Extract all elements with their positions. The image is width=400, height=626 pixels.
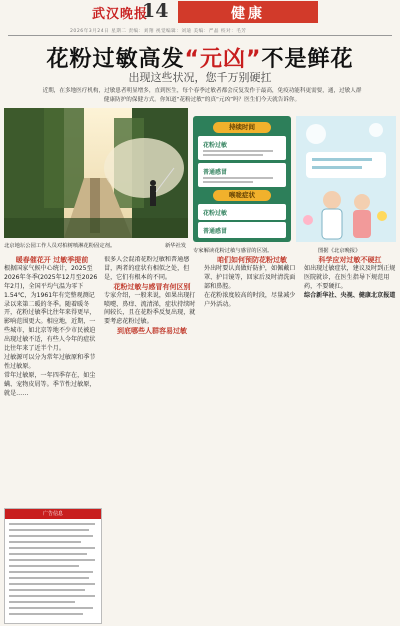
- info-card: [198, 204, 286, 220]
- ad-text-lines: [5, 519, 101, 623]
- text-line: [203, 181, 253, 183]
- paragraph: 外出时要认真做好防护，如佩戴口罩、护目镜等，回家后及时清洗面部和鼻腔。: [204, 264, 296, 290]
- news-photo: [4, 108, 188, 238]
- header-divider: [8, 35, 392, 36]
- section-heading: 咱们如何预防花粉过敏: [217, 256, 287, 264]
- poster-caption: 图据《北京晚报》: [318, 248, 361, 254]
- info-card-title: 花粉过敏: [203, 142, 228, 149]
- editor-line: 2026年3月24日 星期二 责编：刘翔 视觉编辑：刘迪 美编：严晶 校对：毛芳: [70, 29, 247, 34]
- article-column-2: [104, 256, 200, 622]
- paragraph: 专家介绍，一般来说，如果出现打喷嚏、鼻痒、流清涕，症状持续时间较长，且在花粉季反复出现，就要考虑花粉过敏。: [104, 291, 196, 326]
- paper-name: 武汉晚报: [92, 7, 149, 22]
- park-photo-illustration: [4, 108, 188, 238]
- duration-chip: 持续时间: [213, 122, 271, 133]
- text-line: [203, 154, 263, 156]
- info-graphic: [193, 116, 291, 242]
- paragraph: 常年过敏原，一年四季存在，如尘螨、宠物皮屑等。季节性过敏原，就是……: [4, 371, 96, 397]
- throat-chip: 喉咙症状: [213, 190, 271, 201]
- source-note: 综合新华社、央视、健康北京报道: [304, 291, 396, 299]
- section-heading: 科学应对过敏不硬扛: [318, 256, 382, 264]
- info-card: [198, 136, 286, 160]
- section-label: 健康: [231, 6, 265, 22]
- paragraph: 过敏源可以分为常年过敏原和季节性过敏原。: [4, 353, 96, 370]
- photo-caption: 北京地坛公园工作人员对柏树喷淋花粉固定剂。: [4, 243, 116, 249]
- paragraph: 很多人会混淆花粉过敏和普通感冒，两者的症状有相似之处，但是，它们有根本的不同。: [104, 256, 190, 281]
- page-number: 14: [142, 0, 169, 22]
- paragraph: 在花粉浓度较高的时段，尽量减少户外活动。: [204, 291, 296, 308]
- info-card: [198, 222, 286, 238]
- info-card-title: 普通感冒: [203, 228, 228, 235]
- page-subtitle: 出现这些状况，您千万别硬扛: [128, 71, 272, 84]
- title-part-3: 不是鲜花: [261, 47, 354, 72]
- article-column-4: [304, 256, 396, 622]
- section-heading: 到底哪些人群容易过敏: [117, 327, 187, 336]
- article-column-1: [4, 256, 100, 504]
- info-card-title: 普通感冒: [203, 169, 228, 176]
- text-line: [203, 177, 273, 179]
- title-highlight: “元凶”: [184, 47, 262, 72]
- paragraph: 如出现过敏症状，建议及时到正规医院就诊，在医生指导下规范用药，不要硬扛。: [304, 264, 396, 290]
- ad-block: [4, 508, 102, 624]
- title-part-1: 花粉过敏高发: [46, 47, 185, 72]
- illustration-poster: [296, 116, 396, 242]
- article-column-3: [204, 256, 300, 622]
- text-line: [203, 150, 273, 152]
- infographic-caption: 专家解读花粉过敏与感冒的区别。: [193, 248, 273, 254]
- paragraph: 根据国家气候中心统计，2025至2026年冬季(2025年12月至2026年2月)，全国平均气温为零下1.54℃，为1961年有完整观测记录以来第二暖的冬季。随着暖冬开，花粉过敏季比往年来得更早，影响范围更大。相应地，近期，一些城市，如北京等地不少市民被迫出现过敏不适，有些人今年的症状比往年来了近半个月。: [4, 264, 98, 353]
- doctor-illustration: [296, 116, 396, 242]
- lede-paragraph: 近期，在多地医疗机构，过敏患者明显增多，直到医生，每个春季过敏者都会反复发作于最高，免疫功能科更需要，通，过敏人群健康防护的保健方式。你知道“花粉过敏”的真“元凶”吗？医生们今天就告诉你。: [42, 88, 362, 103]
- section-heading: 暖春催花开 过敏季提前: [15, 256, 89, 264]
- info-card-title: 花粉过敏: [203, 210, 228, 217]
- page-header: [0, 0, 400, 24]
- section-band: [178, 1, 318, 23]
- section-heading: 花粉过敏与感冒有何区别: [113, 282, 191, 291]
- photo-credit: 新华社发: [165, 243, 187, 249]
- ad-title: 广告信息: [5, 509, 101, 519]
- info-card: [198, 163, 286, 187]
